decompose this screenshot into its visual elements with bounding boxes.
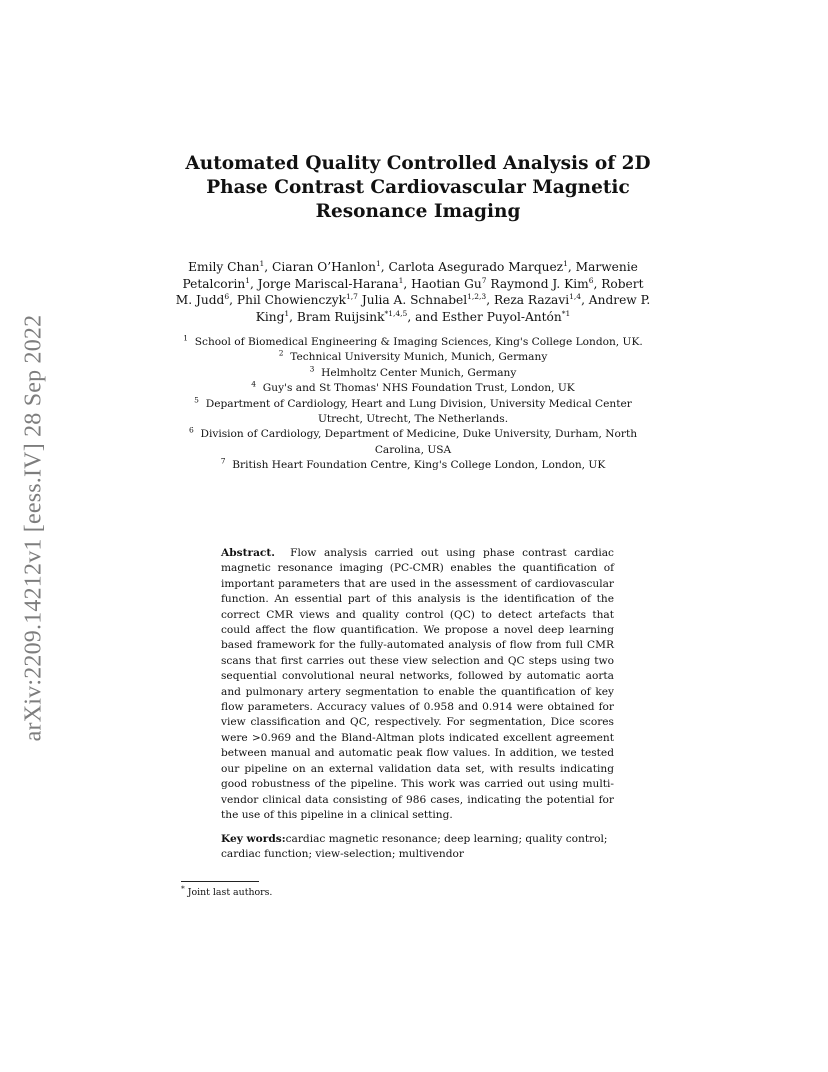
affiliation-list <box>172 335 654 474</box>
author-name: , Andrew P. King <box>255 293 651 324</box>
author-affiliation-mark: 1,2,3 <box>467 291 487 301</box>
author-affiliation-mark: 6 <box>588 275 594 285</box>
affiliation-item <box>172 427 654 458</box>
author-affiliation-mark: 7 <box>481 275 487 285</box>
author-name: , Haotian Gu <box>403 276 482 291</box>
paper-title <box>168 152 668 224</box>
author-name: Emily Chan <box>188 260 260 274</box>
affiliation-number: 1 <box>183 333 188 343</box>
author-name: , and Esther Puyol-Antón <box>407 309 562 324</box>
author-affiliation-mark: 1 <box>376 258 381 268</box>
affiliation-item <box>172 458 654 473</box>
footnote-text: Joint last authors. <box>184 887 273 898</box>
author-name: , Bram Ruijsink <box>289 309 385 324</box>
author-name: , Robert M. Judd <box>175 276 644 307</box>
abstract-text: Flow analysis carried out using phase contrast cardiac magnetic resonance imaging (PC-CMR) enables the quantification of important parameters that are used in the assessment of cardiovascular function. An essential part of this analysis is the identification of the correct CMR views and quality control (QC) to detect artefacts that could affect the flow quantification. We propose a novel deep learning based framework for the fully-automated analysis of flow from full CMR scans that first carries out these view selection and QC steps using two sequential convolutional neural networks, followed by automatic aorta and pulmonary artery segmentation to enable the quantification of key flow parameters. Accuracy values of 0.958 and 0.914 were obtained for view classification and QC, respectively. For segmentation, Dice scores were >0.969 and the Bland-Altman plots indicated excellent agreement between manual and automatic peak flow values. In addition, we tested our pipeline on an external validation data set, with results indicating good robustness of the pipeline. This work was carried out using multi-vendor clinical data consisting of 986 cases, indicating the potential for the use of this pipeline in a clinical setting. <box>221 547 614 821</box>
author-affiliation-mark: 1 <box>398 275 404 285</box>
author-affiliation-mark: 1 <box>245 275 250 285</box>
affiliation-text: Helmholtz Center Munich, Germany <box>321 366 517 379</box>
title-line: Automated Quality Controlled Analysis of 2D <box>185 153 651 174</box>
author-affiliation-mark: 1 <box>563 258 568 268</box>
author-name: , Carlota Asegurado Marquez <box>380 260 564 274</box>
affiliation-item <box>172 397 654 428</box>
affiliation-item <box>172 350 654 365</box>
affiliation-item <box>172 366 654 381</box>
author-affiliation-mark: 6 <box>224 291 230 301</box>
affiliation-number: 3 <box>309 364 315 374</box>
footnote-divider <box>181 881 259 882</box>
author-affiliation-mark: 1,7 <box>346 291 358 301</box>
affiliation-item <box>172 381 654 396</box>
author-affiliation-mark: 1 <box>259 258 265 268</box>
title-line: Phase Contrast Cardiovascular Magnetic <box>206 177 630 198</box>
author-affiliation-mark: 1,4 <box>569 291 582 301</box>
author-name: , Jorge Mariscal-Harana <box>249 276 399 291</box>
affiliation-number: 4 <box>251 379 257 389</box>
abstract-block <box>221 546 614 823</box>
affiliation-item <box>172 335 654 350</box>
arxiv-identifier-text: arXiv:2209.14212v1 [eess.IV] 28 Sep 2022 <box>20 314 47 742</box>
affiliation-number: 5 <box>194 395 199 405</box>
author-name: Raymond J. Kim <box>486 276 589 291</box>
affiliation-text: School of Biomedical Engineering & Imaging Sciences, King's College London, UK. <box>194 336 643 348</box>
author-name: , Reza Razavi <box>486 293 570 307</box>
keywords-block <box>221 832 614 863</box>
footnote-mark: * <box>181 883 185 893</box>
arxiv-identifier-stamp <box>14 283 54 773</box>
keywords-text: cardiac magnetic resonance; deep learning; quality control; cardiac function; view-selection; multivendor <box>221 833 608 861</box>
title-line: Resonance Imaging <box>315 201 521 222</box>
affiliation-number: 7 <box>220 456 226 466</box>
author-affiliation-mark: *1,4,5 <box>384 308 408 318</box>
footnote <box>181 883 273 899</box>
author-name: , Phil Chowienczyk <box>229 293 347 307</box>
affiliation-text: Division of Cardiology, Department of Medicine, Duke University, Durham, North Carolina, USA <box>200 428 638 456</box>
author-list <box>174 259 652 325</box>
author-affiliation-mark: *1 <box>561 308 571 318</box>
affiliation-number: 2 <box>278 348 284 358</box>
affiliation-text: Department of Cardiology, Heart and Lung Division, University Medical Center Utrecht, Utrecht, The Netherlands. <box>205 397 632 426</box>
author-affiliation-mark: 1 <box>284 308 290 318</box>
author-name: Julia A. Schnabel <box>357 293 468 307</box>
abstract-label: Abstract. <box>221 547 275 559</box>
affiliation-text: Guy's and St Thomas' NHS Foundation Trust, London, UK <box>262 382 575 395</box>
keywords-label: Key words: <box>221 833 286 845</box>
affiliation-text: Technical University Munich, Munich, Germany <box>290 351 548 364</box>
author-name: , Ciaran O’Hanlon <box>264 260 376 274</box>
author-name: , Marwenie Petalcorin <box>182 260 638 291</box>
affiliation-text: British Heart Foundation Centre, King's College London, London, UK <box>232 459 606 472</box>
affiliation-number: 6 <box>188 425 194 435</box>
